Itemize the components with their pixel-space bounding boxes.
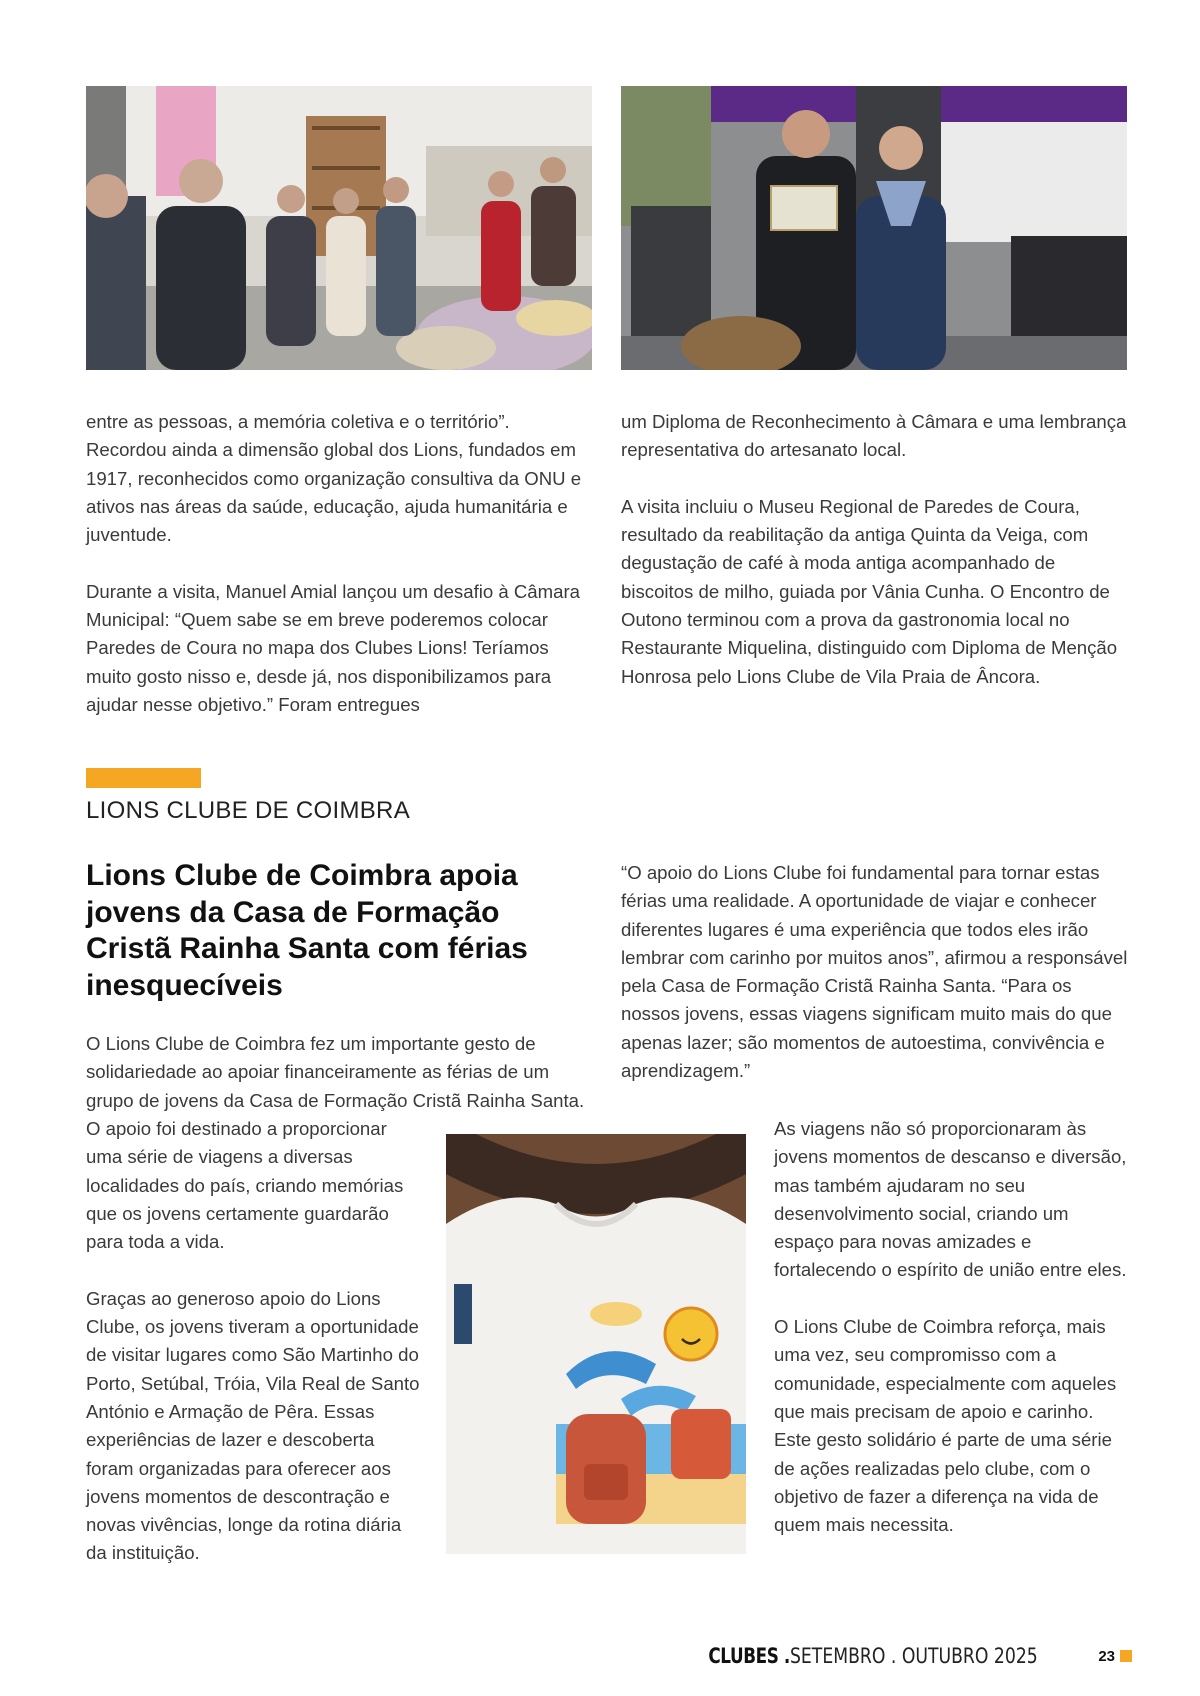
column-right-top	[621, 408, 1129, 691]
magazine-brand: CLUBES .	[708, 1644, 791, 1668]
photo-tshirt	[446, 1134, 746, 1554]
paragraph: entre as pessoas, a memória coletiva e o território”. Recordou ainda a dimensão global dos Lions, fundados em 1917, reconhecidos como organização consultiva da ONU e ativos nas áreas da saúde, educação, ajuda humanitária e juventude.	[86, 411, 582, 546]
article-column-left	[86, 1115, 421, 1568]
paragraph: As viagens não só proporcionaram às jovens momentos de descanso e diversão, mas também ajudaram no seu desenvolvimento social, criando um espaço para novas amizades e fortalecendo o espírito de união entre eles.	[774, 1118, 1127, 1281]
article-quote	[621, 859, 1129, 1085]
section-accent-bar	[86, 768, 201, 788]
paragraph: A visita incluiu o Museu Regional de Paredes de Coura, resultado da reabilitação da antiga Quinta da Veiga, com degustação de café à moda antiga acompanhado de biscoitos de milho, guiada por Vânia Cunha. O Encontro de Outono terminou com a prova da gastronomia local no Restaurante Miquelina, distinguido com Diploma de Menção Honrosa pelo Lions Clube de Vila Praia de Âncora.	[621, 495, 1118, 687]
paragraph: O Lions Clube de Coimbra fez um importante gesto de solidariedade ao apoiar financeiramente as férias de um grupo de jovens da Casa de Formação Cristã Rainha Santa.	[86, 1033, 585, 1111]
photo-diploma-ceremony	[621, 86, 1127, 370]
photo-group-visit	[86, 86, 592, 370]
article-intro	[86, 1030, 594, 1115]
paragraph: “O apoio do Lions Clube foi fundamental para tornar estas férias uma realidade. A oportunidade de viajar e conhecer diferentes lugares é uma experiência que todos eles irão lembrar com carinho por muitos anos”, afirmou a responsável pela Casa de Formação Cristã Rainha Santa. “Para os nossos jovens, essas viagens significam muito mais do que apenas lazer; são momentos de autoestima, convivência e aprendizagem.”	[621, 862, 1128, 1082]
section-label: LIONS CLUBE DE COIMBRA	[86, 797, 411, 824]
article-headline: Lions Clube de Coimbra apoia jovens da Casa de Formação Cristã Rainha Santa com férias inesquecíveis	[86, 859, 528, 1002]
paragraph: um Diploma de Reconhecimento à Câmara e uma lembrança representativa do artesanato local.	[621, 411, 1127, 461]
article-column-right	[774, 1115, 1128, 1539]
paragraph: O Lions Clube de Coimbra reforça, mais uma vez, seu compromisso com a comunidade, especialmente com aqueles que mais precisam de apoio e carinho. Este gesto solidário é parte de uma série de ações realizadas pelo clube, com o objetivo de fazer a diferença na vida de quem mais necessita.	[774, 1316, 1117, 1536]
paragraph: Durante a visita, Manuel Amial lançou um desafio à Câmara Municipal: “Quem sabe se em breve poderemos colocar Paredes de Coura no mapa dos Clubes Lions! Teríamos muito gosto nisso e, desde já, nos disponibilizamos para ajudar nesse objetivo.” Foram entregues	[86, 580, 581, 715]
page-marker-square	[1120, 1650, 1132, 1662]
issue-date: SETEMBRO . OUTUBRO 2025	[790, 1644, 1038, 1668]
paragraph: Graças ao generoso apoio do Lions Clube, os jovens tiveram a oportunidade de visitar lugares como São Martinho do Porto, Setúbal, Tróia, Vila Real de Santo António e Armação de Pêra. Essas experiências de lazer e descoberta foram organizadas para oferecer aos jovens momentos de descontração e novas vivências, longe da rotina diária da instituição.	[86, 1287, 420, 1564]
column-left-top	[86, 408, 594, 719]
page-number: 23	[1098, 1647, 1115, 1665]
page-footer	[688, 1640, 1132, 1672]
paragraph: O apoio foi destinado a proporcionar uma série de viagens a diversas localidades do país, criando memórias que os jovens certamente guardarão para toda a vida.	[86, 1118, 404, 1253]
